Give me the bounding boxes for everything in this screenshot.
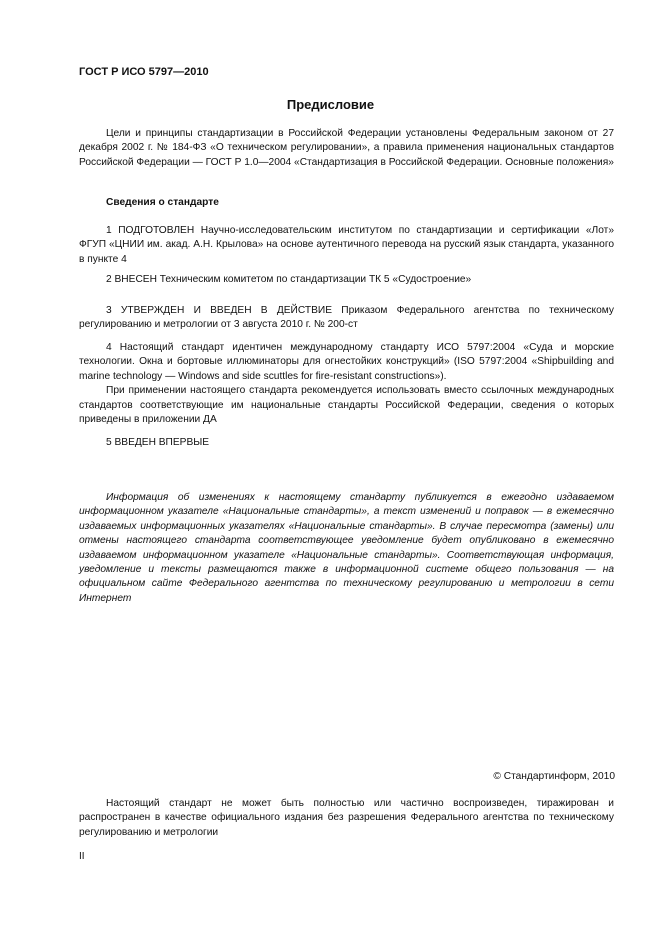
- intro-paragraph: [79, 127, 614, 170]
- item-4-note: При применении настоящего стандарта рекомендуется использовать вместо ссылочных международных стандартов соответствующие им национальные стандарты Российской Федерации, сведения о которых приведены в приложении ДА: [79, 385, 614, 426]
- intro-text: Цели и принципы стандартизации в Российской Федерации установлены Федеральным законом от 27 декабря 2002 г. № 184-ФЗ «О техническом регулировании», а правила применения национальных стандартов Российской Федерации — ГОСТ Р 1.0—2004 «Стандартизация в Российской Федерации. Основные положения»: [79, 128, 614, 168]
- item-3: [79, 304, 614, 333]
- item-4-text: 4 Настоящий стандарт идентичен международному стандарту ИСО 5797:2004 «Суда и морские технологии. Окна и бортовые иллюминаторы для огнестойких конструкций» (ISO 5797:2004 «Shipbuilding and marine technology — Windows and side scuttles for fire-resistant constructions»).: [79, 342, 614, 382]
- item-2: [79, 273, 614, 287]
- info-notice-text: Информация об изменениях к настоящему стандарту публикуется в ежегодно издаваемом информационном указателе «Национальные стандарты», а текст изменений и поправок — в ежемесячно издаваемых информационных указателях «Национальные стандарты». В случае пересмотра (замены) или отмены настоящего стандарта соответствующее уведомление будет опубликовано в ежемесячно издаваемом информационном указателе «Национальные стандарты». Соответствующая информация, уведомление и тексты размещаются также в информационной системе общего пользования — на официальном сайте Федерального агентства по техническому регулированию и метрологии в сети Интернет: [79, 492, 614, 604]
- item-5: [79, 436, 614, 450]
- item-2-text: 2 ВНЕСЕН Техническим комитетом по стандартизации ТК 5 «Судостроение»: [106, 274, 472, 285]
- item-1-text: 1 ПОДГОТОВЛЕН Научно-исследовательским институтом по стандартизации и сертификации «Лот» ФГУП «ЦНИИ им. акад. А.Н. Крылова» на основе аутентичного перевода на русский язык стандарта, указанного в пункте 4: [79, 225, 614, 265]
- item-3-text: 3 УТВЕРЖДЕН И ВВЕДЕН В ДЕЙСТВИЕ Приказом Федерального агентства по техническому регулированию и метрологии от 3 августа 2010 г. № 200-ст: [79, 305, 614, 331]
- section-subheading: Сведения о стандарте: [106, 197, 219, 208]
- item-1: [79, 224, 614, 267]
- document-code: ГОСТ Р ИСО 5797—2010: [79, 66, 209, 78]
- page-number: II: [79, 851, 85, 862]
- page-title: Предисловие: [286, 97, 375, 112]
- item-5-text: 5 ВВЕДЕН ВПЕРВЫЕ: [106, 437, 210, 448]
- item-4: [79, 341, 614, 427]
- reproduction-notice-text: Настоящий стандарт не может быть полностью или частично воспроизведен, тиражирован и распространен в качестве официального издания без разрешения Федерального агентства по техническому регулированию и метрологии: [79, 798, 614, 838]
- info-notice: [79, 491, 614, 606]
- copyright-line: © Стандартинформ, 2010: [493, 771, 615, 782]
- reproduction-notice: [79, 797, 614, 840]
